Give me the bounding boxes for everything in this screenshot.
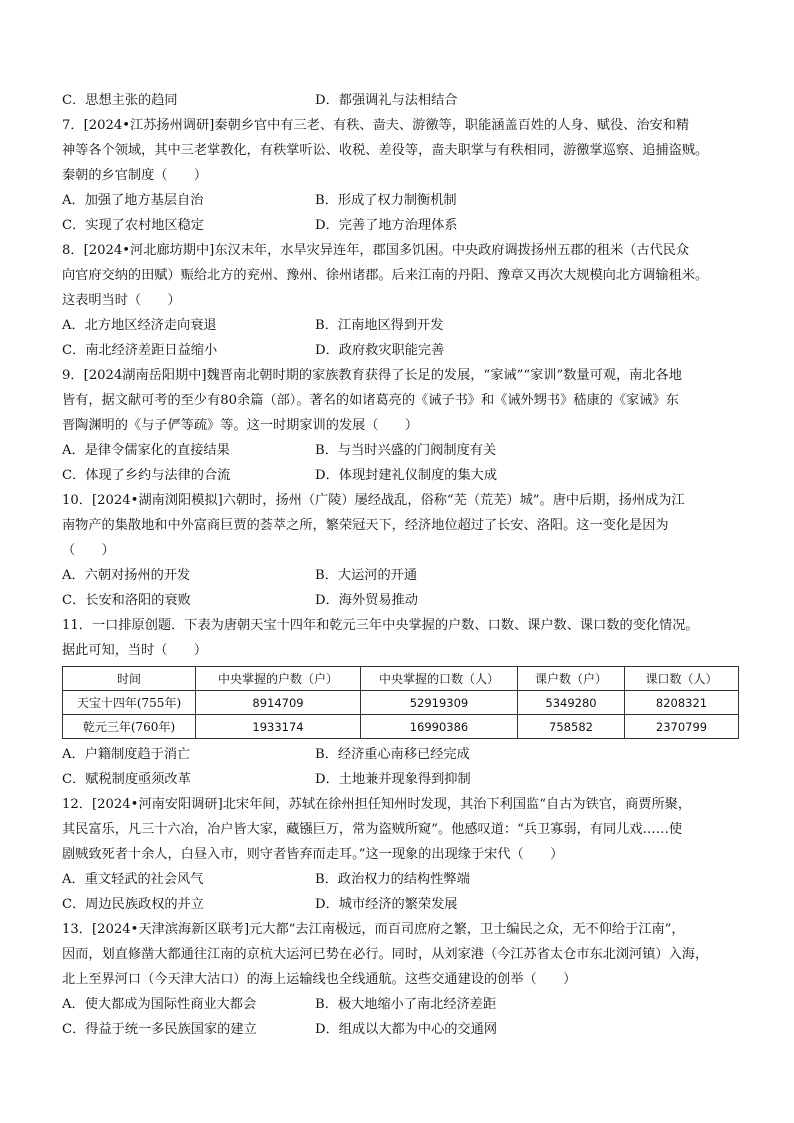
option-b: B．政治权力的结构性弊端 <box>315 872 470 887</box>
table-cell: 1933174 <box>196 715 361 739</box>
option-b: B．经济重心南移已经完成 <box>315 747 470 762</box>
table-header: 课户数（户） <box>518 667 625 691</box>
options-row <box>62 438 738 463</box>
option-a: A．使大都成为国际性商业大都会 <box>62 997 257 1012</box>
options-row <box>62 563 738 588</box>
option-a: A．加强了地方基层自治 <box>62 193 204 208</box>
table-row <box>63 715 739 739</box>
options-row <box>62 1017 738 1042</box>
options-row <box>62 213 738 238</box>
question-text: 北上至界河口（今天津大沽口）的海上运输线也全线通航。这些交通建设的创举（ ） <box>62 972 577 987</box>
data-table <box>62 666 739 739</box>
table-header: 时间 <box>63 667 196 691</box>
question-text: 10．[2024•湖南浏阳模拟]六朝时，扬州（广陵）屡经战乱，俗称“芜（荒芜）城”。唐中后期，扬州成为江 <box>62 493 685 508</box>
option-a: A．六朝对扬州的开发 <box>62 568 191 583</box>
question-8 <box>62 238 738 363</box>
question-text: 剧贼致死者十余人，白昼入市，则守者皆弃而走耳。”这一现象的出现缘于宋代（ ） <box>62 847 564 862</box>
option-d: D．城市经济的繁荣发展 <box>315 897 458 912</box>
option-d: D．土地兼并现象得到抑制 <box>315 772 471 787</box>
table-cell: 16990386 <box>361 715 518 739</box>
options-row <box>62 588 738 613</box>
options-row <box>62 867 738 892</box>
table-cell: 天宝十四年(755年) <box>63 691 196 715</box>
question-text: 12．[2024•河南安阳调研]北宋年间，苏轼在徐州担任知州时发现，其治下利国监“自古为铁官，商贾所聚， <box>62 797 692 812</box>
options-row <box>62 188 738 213</box>
table-header: 中央掌握的户数（户） <box>196 667 361 691</box>
question-9 <box>62 363 738 488</box>
question-text: 晋陶渊明的《与子俨等疏》等。这一时期家训的发展（ ） <box>62 418 419 433</box>
options-row <box>62 892 738 917</box>
table-cell: 8208321 <box>625 691 739 715</box>
option-c: C．得益于统一多民族国家的建立 <box>62 1022 257 1037</box>
options-row <box>62 313 738 338</box>
option-a: A．重文轻武的社会风气 <box>62 872 204 887</box>
question-text: 9．[2024湖南岳阳期中]魏晋南北朝时期的家族教育获得了长足的发展，“家诫”“家训”数量可观，南北各地 <box>62 368 682 383</box>
options-row <box>62 742 738 767</box>
option-d: D．体现封建礼仪制度的集大成 <box>315 468 498 483</box>
option-c: C．南北经济差距日益缩小 <box>62 343 218 358</box>
table-header: 课口数（人） <box>625 667 739 691</box>
question-text: 皆有，据文献可考的至少有80余篇（部）。著名的如诸葛亮的《诫子书》和《诫外甥书》嵇康的《家诫》东 <box>62 393 679 408</box>
question-content <box>62 88 738 1042</box>
question-11 <box>62 613 738 792</box>
table-cell: 2370799 <box>625 715 739 739</box>
question-text: 这表明当时（ ） <box>62 293 181 308</box>
option-b: B．极大地缩小了南北经济差距 <box>315 997 497 1012</box>
option-c: C．周边民族政权的并立 <box>62 897 204 912</box>
option-b: B．与当时兴盛的门阀制度有关 <box>315 443 497 458</box>
question-text: 11．一口排原创题．下表为唐朝天宝十四年和乾元三年中央掌握的户数、口数、课户数、课口数的变化情况。 <box>62 618 699 633</box>
question-text: 13．[2024•天津滨海新区联考]元大都“去江南极远，而百司庶府之繁，卫士编民之众，无不仰给于江南”， <box>62 922 685 937</box>
question-text: 7．[2024•江苏扬州调研]秦朝乡官中有三老、有秩、啬夫、游徼等，职能涵盖百姓的人身、赋役、治安和精 <box>62 118 690 133</box>
question-10 <box>62 488 738 613</box>
option-b: B．大运河的开通 <box>315 568 418 583</box>
question-text: 据此可知，当时（ ） <box>62 643 208 658</box>
table-cell: 8914709 <box>196 691 361 715</box>
option-c: C．体现了乡约与法律的合流 <box>62 468 231 483</box>
table-cell: 758582 <box>518 715 625 739</box>
option-a: A．户籍制度趋于消亡 <box>62 747 191 762</box>
option-a: A．是律令儒家化的直接结果 <box>62 443 230 458</box>
question-text: 神等各个领域，其中三老掌教化，有秩掌听讼、收税、差役等，啬夫职掌与有秩相同，游徼掌巡察、追捕盗贼。 <box>62 143 709 158</box>
option-c: C．思想主张的趋同 <box>62 93 178 108</box>
options-row <box>62 992 738 1017</box>
table-header-row <box>63 667 739 691</box>
options-row <box>62 767 738 792</box>
table-cell: 52919309 <box>361 691 518 715</box>
option-c: C．赋税制度亟须改革 <box>62 772 191 787</box>
question-text: 因而，划直修凿大都通往江南的京杭大运河已势在必行。同时，从刘家港（今江苏省太仓市东北浏河镇）入海， <box>62 947 709 962</box>
question-13 <box>62 917 738 1042</box>
table-cell: 5349280 <box>518 691 625 715</box>
question-text: 其民富乐，凡三十六冶，冶户皆大家，藏镪巨万，常为盗贼所窥”。他感叹道：“兵卫寡弱，有同儿戏……使 <box>62 822 683 837</box>
question-12 <box>62 792 738 917</box>
question-text: 秦朝的乡官制度（ ） <box>62 168 208 183</box>
question-text: 8．[2024•河北廊坊期中]东汉末年，水旱灾异连年，郡国多饥困。中央政府调拨扬州五郡的租米（古代民众 <box>62 243 690 258</box>
option-c: C．实现了农村地区稳定 <box>62 218 204 233</box>
options-row <box>62 463 738 488</box>
option-d: D．海外贸易推动 <box>315 593 418 608</box>
question-text: 南物产的集散地和中外富商巨贾的荟萃之所，繁荣冠天下，经济地位超过了长安、洛阳。这一变化是因为 <box>62 518 669 533</box>
option-d: D．完善了地方治理体系 <box>315 218 458 233</box>
options-row <box>62 338 738 363</box>
question-text: （ ） <box>62 543 115 558</box>
options-row <box>62 88 738 113</box>
option-b: B．形成了权力制衡机制 <box>315 193 457 208</box>
option-b: B．江南地区得到开发 <box>315 318 444 333</box>
table-header: 中央掌握的口数（人） <box>361 667 518 691</box>
option-d: D．都强调礼与法相结合 <box>315 93 458 108</box>
option-d: D．组成以大都为中心的交通网 <box>315 1022 498 1037</box>
question-text: 向官府交纳的田赋）赈给北方的兖州、豫州、徐州诸郡。后来江南的丹阳、豫章又再次大规模向北方调输租米。 <box>62 268 709 283</box>
option-d: D．政府救灾职能完善 <box>315 343 445 358</box>
table-row <box>63 691 739 715</box>
question-7 <box>62 113 738 238</box>
option-a: A．北方地区经济走向衰退 <box>62 318 217 333</box>
table-cell: 乾元三年(760年) <box>63 715 196 739</box>
option-c: C．长安和洛阳的衰败 <box>62 593 191 608</box>
